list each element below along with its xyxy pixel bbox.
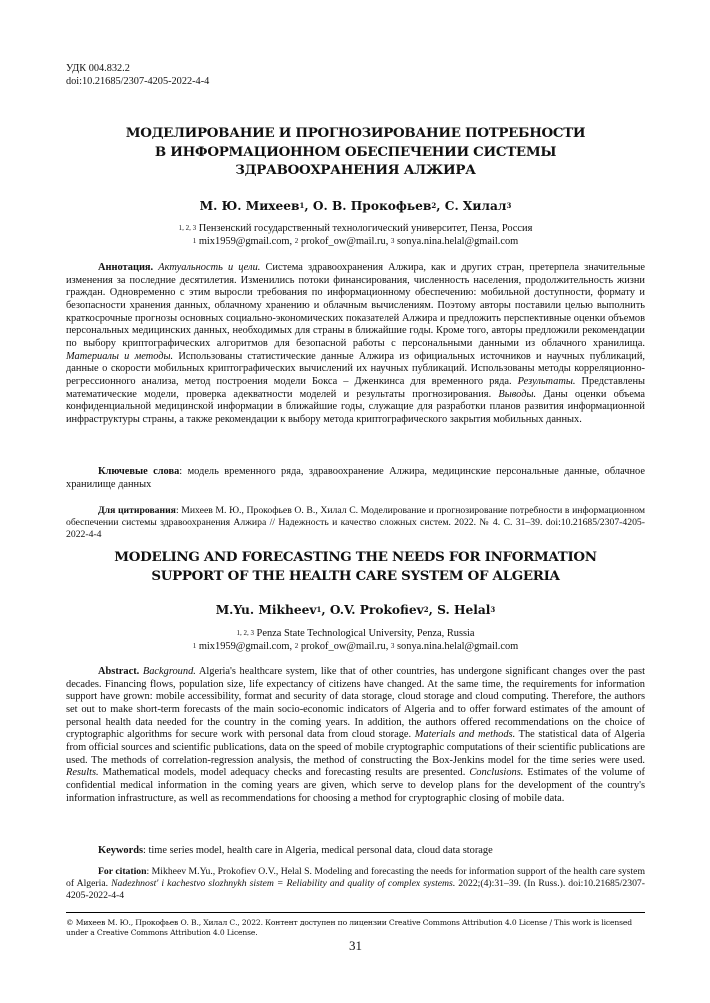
email-sup: 1 [192, 641, 197, 650]
keywords-text: : time series model, health care in Algeria, medical personal data, cloud data storage [143, 845, 493, 856]
article-meta [66, 63, 209, 88]
email-link[interactable]: sonya.nina.helal@gmail.com [397, 235, 519, 247]
author-sup: 3 [506, 201, 512, 210]
ru-abstract [66, 262, 645, 427]
abstract-text: Estimates of the volume of confidential medical information in the coming years are given, which serve to develop plans for the development of the country's information infrastructure, as well as recommendations for choosing a method for cryptographic closing of mobile data. [66, 767, 646, 804]
email-link[interactable]: mix1959@gmail.com [198, 640, 290, 652]
email-link[interactable]: mix1959@gmail.com [198, 235, 290, 247]
license-note: © Михеев М. Ю., Прокофьев О. В., Хилал С., 2022. Контент доступен по лицензии Creative Commons Attribution 4.0 License / This work is licensed under a Creative Commons Attribution 4.0 License. [66, 918, 632, 937]
email-sup: 1 [192, 236, 197, 245]
keywords-text: : модель временного ряда, здравоохранение Алжира, медицинские персональные данные, облачное хранилище данных [66, 466, 645, 490]
keywords-label: Keywords [98, 845, 144, 856]
author-name: M.Yu. Mikheev [215, 603, 317, 617]
author-sup: 2 [423, 605, 429, 614]
affiliation-text: Пензенский государственный технологический университет, Пенза, Россия [198, 223, 533, 234]
email-link[interactable]: prokof_ow@mail.ru [300, 640, 386, 652]
email-sup: 2 [294, 641, 299, 650]
abstract-text: Mathematical models, model adequacy checks and forecasting results are presented. [98, 767, 470, 779]
citation-text: : Mikheev M.Yu., Prokofiev O.V., Helal S. Modeling and forecasting the needs for information support of the health care system of Algeria. [66, 866, 645, 889]
author-name: С. Хилал [444, 199, 507, 213]
en-title-line: SUPPORT OF THE HEALTH CARE SYSTEM OF ALGERIA [151, 567, 560, 584]
author-sup: 2 [431, 201, 437, 210]
en-citation [66, 866, 645, 902]
abstract-label: Abstract. [98, 666, 140, 677]
en-title [66, 548, 645, 585]
en-title-line: MODELING AND FORECASTING THE NEEDS FOR INFORMATION [114, 549, 597, 565]
author-name: М. Ю. Михеев [199, 199, 300, 213]
section-label: Выводы. [498, 388, 537, 400]
en-authors: M.Yu. Mikheev$^1$, O.V. Prokofiev$^2$, S. Helal$^3$ [215, 603, 496, 617]
email-link[interactable]: sonya.nina.helal@gmail.com [397, 640, 519, 652]
section-label: Conclusions. [469, 767, 524, 779]
abstract-label: Аннотация. [98, 262, 154, 273]
abstract-text: Система здравоохранения Алжира, как и других стран, претерпела значительные изменения за последние десятилетия. Изменились потоки финансирования, численность населения, продолжительность жизни граждан. Одновременно с этим выросли требования по информационному обеспечению: мобильной доступности, формату и безопасности хранения данных, облачному хранению и облачным вычислениям. Поэтому авторы поставили целью выполнить краткосрочные прогнозы основных социально-экономических показателей Алжира и предложить перспективные оценки объемов персональных медицинских данных, необходимых для страны в ближайшие годы. Кроме того, авторы предложили рекомендации по выбору криптографических алгоритмов для безопасной работы с персональными данными из облачного хранилища. [66, 262, 645, 349]
author-name: О. В. Прокофьев [312, 199, 432, 213]
abstract-text: The statistical data of Algeria from official sources and scientific publications, data on the speed of mobile cryptographic computations of their scientific publications are used. The methods of correlation-regression analysis, the method of constructing the Box-Jenkins model for the time series were used. [66, 729, 645, 766]
section-label: Актуальность и цели. [158, 262, 261, 273]
en-abstract [66, 666, 645, 805]
ru-title-line: ЗДРАВООХРАНЕНИЯ АЛЖИРА [235, 162, 476, 178]
email-sup: 3 [390, 236, 395, 245]
ru-authors: М. Ю. Михеев$^1$, О. В. Прокофьев$^2$, С. Хилал$^3$ [199, 199, 512, 213]
author-sup: 3 [490, 605, 496, 614]
citation-label: For citation [98, 866, 147, 877]
abstract-text: Представлены математические модели, проверка адекватности моделей и результаты прогнозирования. [66, 375, 645, 400]
en-keywords [66, 845, 645, 858]
author-sup: 1 [299, 201, 305, 210]
section-label: Background. [142, 666, 196, 677]
citation-text: 2022;(4):31–39. (In Russ.). doi:10.21685/2307-4205-2022-4-4 [66, 877, 645, 901]
ru-keywords [66, 466, 645, 491]
citation-journal: Nadezhnost' i kachestvo slozhnykh sistem = Reliability and quality of complex systems. [111, 877, 456, 889]
section-label: Результаты. [517, 375, 576, 387]
doi: doi:10.21685/2307-4205-2022-4-4 [66, 75, 210, 87]
email-link[interactable]: prokof_ow@mail.ru [300, 235, 386, 247]
affiliation-text: Penza State Technological University, Penza, Russia [256, 628, 475, 639]
abstract-text: Algeria's healthcare system, like that of other countries, has undergone significant changes over the past decades. Financing flows, population size, life expectancy of citizens have changed. At the same time, the requirements for information support have grown: mobile accessibility, format and security of data storage, cloud storage and cloud computing. Therefore, the authors set out to make short-term forecasts of the main socio-economic indicators of Algeria and to offer forward estimates of the amount of personal health data needed for the country in the coming years. In addition, the authors offered recommendations on the choice of cryptographic algorithms for secure work with personal data from cloud storage. [66, 666, 645, 741]
author-name: S. Helal [437, 603, 491, 617]
ru-citation [66, 505, 645, 541]
abstract-text: Использованы статистические данные Алжира из официальных источников и научных публикаций, данные о скорости мобильных криптографических вычислений их научных публикаций. Использованы методы корреляционно-регрессионного анализа, метод построения модели Бокса – Дженкинса для временного ряда. [66, 350, 645, 387]
section-label: Материалы и методы. [66, 350, 174, 362]
citation-label: Для цитирования [98, 505, 176, 516]
author-sup: 1 [316, 605, 322, 614]
ru-affiliation: $^{1, 2, 3}$ Пензенский государственный технологический университет, Пенза, Россия $^1$ mix1959@gmail.com, $^2$ prokof_ow@mail.ru, $^3$ sonya.nina.helal@gmail.com [178, 223, 533, 247]
section-label: Results. [66, 767, 99, 779]
section-label: Materials and methods. [414, 729, 516, 741]
affiliation-sup: 1, 2, 3 [178, 224, 197, 232]
page-number: 31 [349, 938, 362, 953]
en-affiliation: $^{1, 2, 3}$ Penza State Technological University, Penza, Russia $^1$ mix1959@gmail.com, $^2$ prokof_ow@mail.ru, $^3$ sonya.nina.helal@gmail.com [192, 628, 519, 652]
keywords-label: Ключевые слова [98, 466, 180, 477]
footer-divider [66, 912, 645, 913]
ru-title [66, 124, 645, 180]
email-sup: 2 [294, 236, 299, 245]
email-sup: 3 [390, 641, 395, 650]
udc-code: УДК 004.832.2 [66, 63, 130, 74]
ru-title-line: МОДЕЛИРОВАНИЕ И ПРОГНОЗИРОВАНИЕ ПОТРЕБНОСТИ [125, 125, 586, 141]
ru-title-line: В ИНФОРМАЦИОННОМ ОБЕСПЕЧЕНИИ СИСТЕМЫ [154, 143, 557, 160]
abstract-text: Даны оценки объема конфиденциальной медицинской информации в ближайшие годы, служащие для разработки планов развития информационной инфраструктуры страны, а также рекомендации к выбору метода криптографического закрытия мобильных данных. [66, 388, 645, 425]
affiliation-sup: 1, 2, 3 [236, 629, 254, 637]
author-name: O.V. Prokofiev [329, 603, 424, 617]
citation-text: : Михеев М. Ю., Прокофьев О. В., Хилал С. Моделирование и прогнозирование потребности в информационном обеспечении системы здравоохранения Алжира // Надежность и качество сложных систем. 2022. № 4. С. 31–39. doi:10.21685/2307-4205-2022-4-4 [66, 505, 645, 540]
